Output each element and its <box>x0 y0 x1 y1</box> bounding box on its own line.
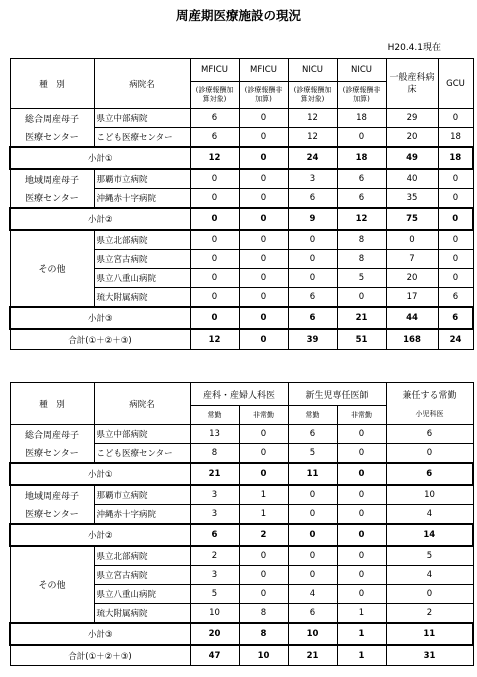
subtotal-label: 小計③ <box>10 623 190 645</box>
hospital-name: 県立宮古病院 <box>94 250 190 269</box>
value-cell: 0 <box>438 109 473 128</box>
hospital-name: 県立八重山病院 <box>94 269 190 288</box>
value-cell: 0 <box>386 585 473 604</box>
value-cell: 0 <box>239 425 288 444</box>
value-cell: 21 <box>288 645 337 666</box>
value-cell: 10 <box>386 485 473 505</box>
value-cell: 0 <box>438 269 473 288</box>
value-cell: 8 <box>190 444 239 464</box>
value-cell: 49 <box>386 147 438 169</box>
subtotal-label: 小計③ <box>10 307 190 329</box>
value-cell: 39 <box>288 329 337 350</box>
value-cell: 0 <box>239 463 288 485</box>
value-cell: 0 <box>190 189 239 209</box>
value-cell: 0 <box>239 288 288 308</box>
value-cell: 6 <box>337 169 386 189</box>
hospital-name: 琉大附属病院 <box>94 288 190 308</box>
total-label: 合計(①＋②＋③) <box>10 645 190 666</box>
value-cell: 6 <box>386 425 473 444</box>
value-cell: 6 <box>288 425 337 444</box>
table-row <box>10 485 473 505</box>
value-cell: 10 <box>190 604 239 624</box>
value-cell: 0 <box>239 329 288 350</box>
value-cell: 35 <box>386 189 438 209</box>
category-cell: 地域周産母子 <box>10 485 94 505</box>
value-cell: 0 <box>239 230 288 250</box>
value-cell: 0 <box>288 566 337 585</box>
value-cell: 18 <box>438 147 473 169</box>
category-cell: 医療センター <box>10 505 94 525</box>
category-cell: 地域周産母子 <box>10 169 94 189</box>
value-cell: 0 <box>239 147 288 169</box>
header-group: 新生児専任医師 <box>288 383 386 406</box>
value-cell: 0 <box>386 444 473 464</box>
header-sub: 非常勤 <box>239 406 288 425</box>
value-cell: 0 <box>337 524 386 546</box>
value-cell: 20 <box>386 269 438 288</box>
value-cell: 13 <box>190 425 239 444</box>
table-row <box>10 109 473 128</box>
value-cell: 0 <box>288 546 337 566</box>
value-cell: 0 <box>337 566 386 585</box>
hospital-name: 県立中部病院 <box>94 109 190 128</box>
category-cell: 医療センター <box>10 189 94 209</box>
value-cell: 1 <box>337 645 386 666</box>
subtotal-row <box>10 208 473 230</box>
category-cell: 総合周産母子 <box>10 425 94 444</box>
value-cell: 6 <box>190 109 239 128</box>
header-sub: (診療報酬非加算) <box>337 82 386 109</box>
total-row <box>10 329 473 350</box>
subtotal-label: 小計② <box>10 524 190 546</box>
value-cell: 75 <box>386 208 438 230</box>
value-cell: 8 <box>239 604 288 624</box>
header-sub: 小児科医 <box>386 406 473 425</box>
value-cell: 0 <box>239 444 288 464</box>
hospital-name: 沖縄赤十字病院 <box>94 505 190 525</box>
total-row <box>10 645 473 666</box>
value-cell: 0 <box>337 546 386 566</box>
subtotal-label: 小計① <box>10 147 190 169</box>
value-cell: 0 <box>288 269 337 288</box>
table-row <box>10 169 473 189</box>
page-title: 周産期医療施設の現況 <box>175 8 301 23</box>
value-cell: 0 <box>239 109 288 128</box>
total-label: 合計(①＋②＋③) <box>10 329 190 350</box>
value-cell: 24 <box>288 147 337 169</box>
value-cell: 0 <box>288 505 337 525</box>
value-cell: 4 <box>386 505 473 525</box>
hospital-name: 県立北部病院 <box>94 546 190 566</box>
value-cell: 0 <box>239 189 288 209</box>
header-sub: (診療報酬非加算) <box>239 82 288 109</box>
value-cell: 0 <box>239 128 288 148</box>
value-cell: 3 <box>190 566 239 585</box>
value-cell: 0 <box>190 288 239 308</box>
value-cell: 12 <box>337 208 386 230</box>
value-cell: 12 <box>288 128 337 148</box>
value-cell: 0 <box>239 566 288 585</box>
value-cell: 29 <box>386 109 438 128</box>
value-cell: 0 <box>337 288 386 308</box>
hospital-name: 那覇市立病院 <box>94 485 190 505</box>
value-cell: 6 <box>337 189 386 209</box>
subtotal-row <box>10 463 473 485</box>
header-sub: 常勤 <box>190 406 239 425</box>
value-cell: 0 <box>190 307 239 329</box>
header-sub: (診療報酬加算対象) <box>190 82 239 109</box>
value-cell: 0 <box>190 250 239 269</box>
value-cell: 0 <box>288 524 337 546</box>
hospital-name: 県立八重山病院 <box>94 585 190 604</box>
value-cell: 0 <box>190 208 239 230</box>
value-cell: 9 <box>288 208 337 230</box>
value-cell: 6 <box>288 604 337 624</box>
subtotal-row <box>10 524 473 546</box>
header-col: MFICU <box>239 59 288 82</box>
value-cell: 0 <box>337 425 386 444</box>
value-cell: 5 <box>337 269 386 288</box>
value-cell: 4 <box>386 566 473 585</box>
subtotal-row <box>10 623 473 645</box>
value-cell: 0 <box>337 444 386 464</box>
value-cell: 11 <box>386 623 473 645</box>
category-cell: その他 <box>10 546 94 623</box>
value-cell: 44 <box>386 307 438 329</box>
value-cell: 6 <box>288 307 337 329</box>
value-cell: 8 <box>337 250 386 269</box>
value-cell: 1 <box>239 485 288 505</box>
value-cell: 5 <box>190 585 239 604</box>
value-cell: 168 <box>386 329 438 350</box>
value-cell: 8 <box>337 230 386 250</box>
value-cell: 0 <box>337 585 386 604</box>
hospital-name: こども医療センター <box>94 128 190 148</box>
value-cell: 0 <box>239 208 288 230</box>
header-group: 兼任する常勤 <box>386 383 473 406</box>
hospital-name: 沖縄赤十字病院 <box>94 189 190 209</box>
category-cell: その他 <box>10 230 94 307</box>
value-cell: 14 <box>386 524 473 546</box>
value-cell: 6 <box>190 524 239 546</box>
header-sub: (診療報酬加算対象) <box>288 82 337 109</box>
value-cell: 18 <box>438 128 473 148</box>
value-cell: 2 <box>190 546 239 566</box>
header-category: 種 別 <box>10 383 94 425</box>
value-cell: 0 <box>337 485 386 505</box>
value-cell: 12 <box>190 329 239 350</box>
table-row <box>10 189 473 209</box>
value-cell: 0 <box>438 250 473 269</box>
value-cell: 0 <box>239 269 288 288</box>
value-cell: 0 <box>190 269 239 288</box>
subtotal-label: 小計① <box>10 463 190 485</box>
value-cell: 2 <box>386 604 473 624</box>
header-sub: 非常勤 <box>337 406 386 425</box>
value-cell: 12 <box>190 147 239 169</box>
value-cell: 47 <box>190 645 239 666</box>
hospital-name: 那覇市立病院 <box>94 169 190 189</box>
value-cell: 5 <box>386 546 473 566</box>
subtotal-label: 小計② <box>10 208 190 230</box>
category-cell: 医療センター <box>10 444 94 464</box>
value-cell: 3 <box>190 485 239 505</box>
value-cell: 0 <box>386 230 438 250</box>
header-col: GCU <box>438 59 473 109</box>
value-cell: 10 <box>288 623 337 645</box>
subtotal-row <box>10 147 473 169</box>
staff-table <box>9 382 474 666</box>
value-cell: 0 <box>239 169 288 189</box>
value-cell: 11 <box>288 463 337 485</box>
value-cell: 0 <box>239 546 288 566</box>
table-row <box>10 128 473 148</box>
facility-beds-table <box>9 58 474 350</box>
value-cell: 0 <box>438 189 473 209</box>
value-cell: 24 <box>438 329 473 350</box>
table-row <box>10 230 473 250</box>
header-sub: 常勤 <box>288 406 337 425</box>
value-cell: 7 <box>386 250 438 269</box>
value-cell: 0 <box>288 230 337 250</box>
value-cell: 31 <box>386 645 473 666</box>
value-cell: 6 <box>386 463 473 485</box>
value-cell: 21 <box>190 463 239 485</box>
header-col: 一般産科病床 <box>386 59 438 109</box>
hospital-name: 県立北部病院 <box>94 230 190 250</box>
header-category: 種 別 <box>10 59 94 109</box>
value-cell: 18 <box>337 147 386 169</box>
value-cell: 0 <box>438 169 473 189</box>
value-cell: 40 <box>386 169 438 189</box>
value-cell: 0 <box>239 250 288 269</box>
value-cell: 0 <box>190 230 239 250</box>
value-cell: 17 <box>386 288 438 308</box>
value-cell: 8 <box>239 623 288 645</box>
value-cell: 6 <box>438 288 473 308</box>
header-col: MFICU <box>190 59 239 82</box>
value-cell: 21 <box>337 307 386 329</box>
header-group: 産科・産婦人科医 <box>190 383 288 406</box>
value-cell: 51 <box>337 329 386 350</box>
value-cell: 6 <box>438 307 473 329</box>
value-cell: 5 <box>288 444 337 464</box>
header-hospital: 病院名 <box>94 59 190 109</box>
hospital-name: 県立中部病院 <box>94 425 190 444</box>
value-cell: 6 <box>288 189 337 209</box>
as-of-date: H20.4.1現在 <box>387 43 441 53</box>
value-cell: 0 <box>438 208 473 230</box>
value-cell: 0 <box>288 485 337 505</box>
category-cell: 医療センター <box>10 128 94 148</box>
value-cell: 0 <box>337 463 386 485</box>
value-cell: 12 <box>288 109 337 128</box>
header-hospital: 病院名 <box>94 383 190 425</box>
header-col: NICU <box>288 59 337 82</box>
table-row <box>10 505 473 525</box>
value-cell: 20 <box>190 623 239 645</box>
hospital-name: 琉大附属病院 <box>94 604 190 624</box>
value-cell: 0 <box>438 230 473 250</box>
hospital-name: こども医療センター <box>94 444 190 464</box>
value-cell: 3 <box>288 169 337 189</box>
value-cell: 4 <box>288 585 337 604</box>
value-cell: 0 <box>239 585 288 604</box>
value-cell: 0 <box>337 505 386 525</box>
value-cell: 6 <box>288 288 337 308</box>
value-cell: 1 <box>337 604 386 624</box>
value-cell: 0 <box>337 128 386 148</box>
value-cell: 6 <box>190 128 239 148</box>
category-cell: 総合周産母子 <box>10 109 94 128</box>
value-cell: 0 <box>190 169 239 189</box>
value-cell: 10 <box>239 645 288 666</box>
value-cell: 1 <box>337 623 386 645</box>
hospital-name: 県立宮古病院 <box>94 566 190 585</box>
table-row <box>10 444 473 464</box>
value-cell: 0 <box>239 307 288 329</box>
subtotal-row <box>10 307 473 329</box>
header-col: NICU <box>337 59 386 82</box>
value-cell: 2 <box>239 524 288 546</box>
value-cell: 0 <box>288 250 337 269</box>
value-cell: 20 <box>386 128 438 148</box>
value-cell: 3 <box>190 505 239 525</box>
value-cell: 1 <box>239 505 288 525</box>
table-row <box>10 425 473 444</box>
table-row <box>10 546 473 566</box>
value-cell: 18 <box>337 109 386 128</box>
